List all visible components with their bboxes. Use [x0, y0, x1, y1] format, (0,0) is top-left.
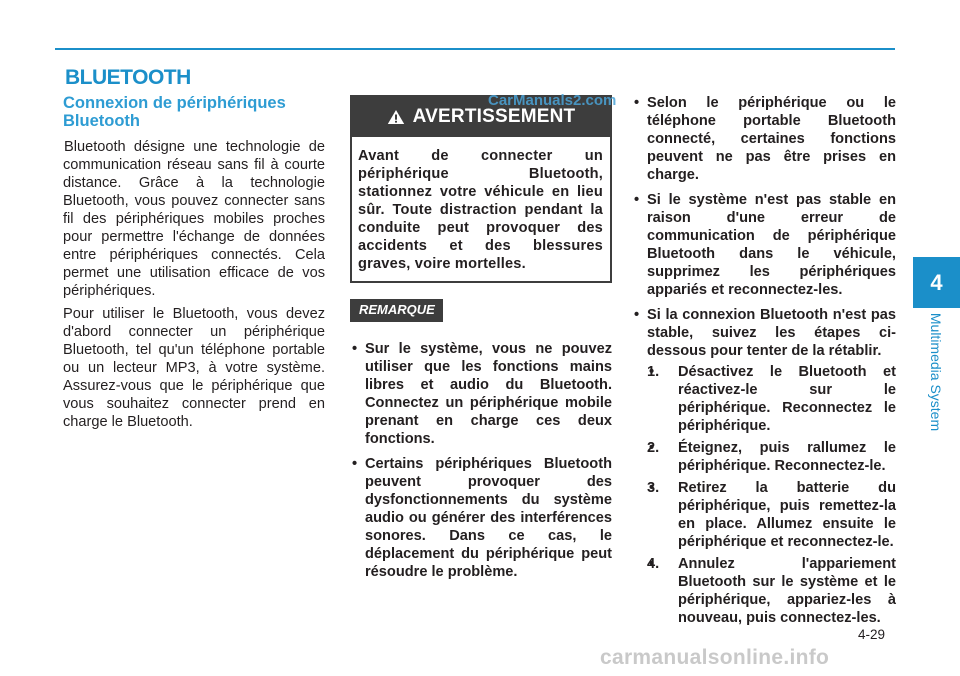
- remark-list: [350, 340, 612, 581]
- warning-text: Avant de connecter un périphérique Bluetooth, stationnez votre véhicule en lieu sûr. Toute distraction pendant la conduite peut provoquer des accidents et des blessures graves, voire mortelles.: [358, 148, 603, 272]
- column-notes: [350, 94, 612, 588]
- step-number: • 3.: [647, 480, 660, 496]
- section-title: BLUETOOTH: [65, 66, 191, 89]
- chapter-label: Multimedia System: [928, 312, 944, 432]
- paragraph: Pour utiliser le Bluetooth, vous devez d'abord connecter un périphérique Bluetooth, tel qu'un téléphone portable ou un lecteur MP3, à votre système. Assurez-vous que le périphérique que vous souhaitez connecter prend en charge le Bluetooth.: [63, 306, 325, 430]
- step-item: [647, 479, 896, 551]
- tips-list: [632, 94, 896, 627]
- header-rule: [55, 48, 895, 50]
- steps-list: [647, 363, 896, 627]
- chapter-tab: 4: [913, 257, 960, 308]
- paragraph: Bluetooth désigne une technologie de communication réseau sans fil à courte distance. Grâce à la technologie Bluetooth, vous pouvez connecter sans fil des périphériques mobiles proches pour permettre l'échange de données entre périphériques connectés. Cela permet une utilisation efficace de vos périphériques.: [63, 139, 325, 299]
- step-item: [647, 439, 896, 475]
- warning-box: [350, 95, 612, 283]
- step-number: • 1.: [647, 364, 660, 380]
- step-number: • 2.: [647, 440, 660, 456]
- list-item: • Si le système n'est pas stable en raison d'une erreur de communication de périphérique Bluetooth dans le véhicule, supprimez les périphériques appariés et reconnectez-les.: [632, 191, 896, 299]
- remark-label: REMARQUE: [350, 299, 443, 322]
- list-item: • Selon le périphérique ou le téléphone portable Bluetooth connecté, certaines fonctions peuvent ne pas être prises en charge.: [632, 94, 896, 184]
- column-intro: [63, 94, 325, 436]
- watermark-bottom: carmanualsonline.info: [600, 646, 830, 669]
- page-number: 4-29: [858, 627, 886, 642]
- step-text: Annulez l'appariement Bluetooth sur le système et le périphérique, appariez-les à nouveau, puis connectez-les.: [678, 556, 896, 626]
- warning-title: AVERTISSEMENT: [412, 106, 576, 127]
- column-troubleshooting: [632, 94, 896, 634]
- step-text: Désactivez le Bluetooth et réactivez-le sur le périphérique. Reconnectez le périphérique.: [678, 364, 896, 434]
- list-item: • Sur le système, vous ne pouvez utiliser que les fonctions mains libres et audio du Bluetooth. Connectez un périphérique mobile prenant en charge ces deux fonctions.: [350, 340, 612, 448]
- step-number: • 4.: [647, 556, 660, 572]
- list-item: [632, 306, 896, 627]
- step-text: Éteignez, puis rallumez le périphérique. Reconnectez-le.: [678, 440, 896, 474]
- step-item: [647, 363, 896, 435]
- subheading: Connexion de périphériques Bluetooth: [63, 94, 286, 130]
- step-item: [647, 555, 896, 627]
- list-item: • Certains périphériques Bluetooth peuvent provoquer des dysfonctionnements du système audio ou générer des interférences sonores. Dans ce cas, le déplacement du périphérique peut résoudre le problème.: [350, 455, 612, 581]
- warning-triangle-icon: [387, 109, 405, 125]
- list-item-text: Si la connexion Bluetooth n'est pas stable, suivez les étapes ci-dessous pour tenter de la rétablir.: [647, 307, 896, 359]
- watermark-top: CarManuals2.com: [488, 92, 617, 109]
- step-text: Retirez la batterie du périphérique, puis remettez-la en place. Allumez ensuite le périphérique et reconnectez-le.: [678, 480, 896, 550]
